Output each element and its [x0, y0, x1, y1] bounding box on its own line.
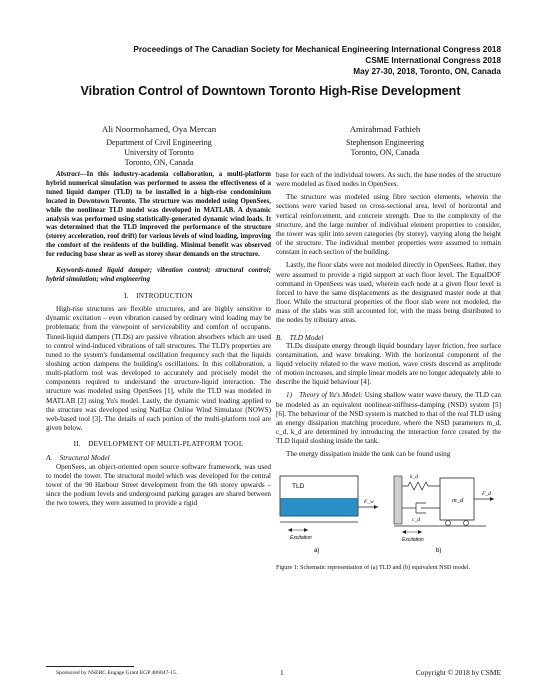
author-block-2	[300, 124, 470, 158]
energy-text: The energy dissipation inside the tank can be found using	[286, 450, 451, 459]
arrowhead-icon	[304, 528, 308, 532]
conference-header	[81, 44, 501, 77]
tld-label: TLD	[292, 482, 305, 490]
excitation-label: Excitation	[402, 536, 424, 543]
subsection-heading-structural: A. Structural Model	[46, 453, 110, 463]
tld-schematic	[276, 464, 501, 556]
subfigure-label: a)	[314, 547, 320, 554]
keywords: Keywords-tuned liquid damper; vibration control; structural control; hybrid simulation; wind engineering	[46, 267, 271, 283]
arrowhead-icon	[490, 497, 494, 501]
abstract-label: Abstract—	[56, 171, 87, 178]
figure-caption: Figure 1: Schematic representation of (a) TLD and (b) equivalent NSD model.	[276, 563, 471, 571]
arrowhead-icon	[288, 528, 292, 532]
tld-water	[281, 498, 358, 516]
conference-date: May 27-30, 2018, Toronto, ON, Canada	[353, 67, 501, 76]
mass-label: m_d	[452, 496, 464, 504]
copyright-notice: Copyright © 2018 by CSME	[415, 668, 501, 677]
spring-icon	[402, 482, 440, 490]
yu-theory-text: Using shallow water wave theory, the TLD can be modeled as an equivalent nonlinear-stiffness-damping (NSD) system [5][6]. The behaviour of the NSD system is matched to that of the real TLD using an energy dissipation matching procedure, where the NSD parameters m_d, c_d, k_d are determined by introducing the interaction force created by the TLD liquid sloshing inside the tank.	[276, 391, 502, 446]
congress-name: CSME International Congress 2018	[365, 56, 501, 65]
affiliation-line: Stephenson Engineering	[346, 138, 424, 147]
arrowhead-icon	[402, 530, 406, 534]
tld-model-text: TLDs dissipate energy through liquid boundary layer friction, free surface contamination, and wave breaking. With the horizontal component of the liquid velocity related to the wave motion, wave crests descend as amplitude of motion increases, and simple linear models are no longer adequately able to describe the liquid behaviour [4].	[276, 341, 501, 387]
abstract	[46, 171, 271, 260]
paragraph: base for each of the individual towers. As such, the base nodes of the structure were modeled as fixed nodes in OpenSees.	[276, 171, 501, 189]
figure-1	[276, 464, 501, 564]
wheel-icon	[446, 520, 451, 525]
arrowhead-icon	[418, 530, 422, 534]
wheel-icon	[464, 520, 469, 525]
stiffness-label: k_d	[410, 473, 418, 480]
damping-label: c_d	[412, 516, 420, 523]
footnote-rule	[46, 666, 134, 667]
excitation-label: Excitation	[290, 534, 312, 541]
paragraph: Lastly, the floor slabs were not modeled directly in OpenSees. Rather, they were assumed to provide a rigid support at each floor level. The EqualDOF command in OpenSees was used, wherein each node at a given floor level is forced to have the same displacements as the designated master node at that floor. While the structural properties of the floor slab were not modeled, the mass of the slabs was still accounted for, with the mass being distributed to the nodes by tributary areas.	[276, 261, 501, 325]
page-number: 1	[280, 668, 284, 677]
conference-name: Proceedings of The Canadian Society for Mechanical Engineering International Congress 2018	[133, 45, 501, 54]
force-label: F_d	[482, 490, 491, 497]
arrowhead-icon	[374, 505, 378, 509]
affiliation-line: University of Toronto	[124, 148, 194, 157]
section-heading-introduction: I. INTRODUCTION	[124, 291, 193, 300]
right-column	[276, 171, 501, 572]
sponsor-footnote: Sponsored by NSERC Engage Grant EGP 486047-15.	[56, 670, 178, 676]
wall-support	[394, 476, 402, 524]
author-names: Ali Noormohamed, Oya Mercan	[101, 124, 217, 134]
paragraph: The structure was modeled using fibre section elements, wherein the sections were varied based on cross-sectional area, level of horizontal and vertical reinforcement, and concrete strength. Due to the complexity of the structure, and the large number of individual element properties to consider, the tower was split into seven categories (by storey), varying along the height of the structure. The individual member properties were assumed to remain constant in each section of the building.	[276, 193, 501, 257]
abstract-text: In this industry-academia collaboration, a multi-platform hybrid numerical simulation was performed to assess the effectiveness of a tuned liquid damper (TLD) to be installed in a high-rise condominium located in Downtown Toronto. The structure was modeled using OpenSees, while the nonlinear TLD model was developed in MATLAB. A dynamic analysis was performed using statistically-generated dynamic wind loads. It was determined that the TLD improved the performance of the structure (storey acceleration, roof drift) for various levels of wind loading, improving the comfort of the residents of the building. Minimal benefit was observed for reducing base shear as well as storey shear demands on the structure.	[46, 171, 271, 259]
author-block-1	[74, 124, 244, 168]
subsection-heading-tld: B. TLD Model	[276, 332, 324, 342]
left-column	[46, 171, 271, 508]
affiliation-line: Department of Civil Engineering	[106, 138, 212, 147]
affiliation-line: Toronto, ON, Canada	[350, 148, 420, 157]
introduction-text: High-rise structures are flexible structures, and are highly sensitive to dynamic excitation – even vibration caused by ordinary wind loading may be problematic from the viewpoint of serviceability and comfort of occupants. Tuned-liquid dampers (TLDs) are passive vibration absorbers which are used to control wind-induced vibrations of tall structures. The TLD's properties are tuned to the system's fundamental oscillation frequency such that the liquids sloshing action dampens the building's oscillations. In this collaboration, a multi-platform tool was developed to accurately and precisely model the components required to understand the structure-liquid interaction. The structure was modeled using OpenSees [1], while the TLD was modeled in MATLAB [2] using Yu's model. Lastly, the dynamic wind loading applied to the structure was developed using NatHaz Online Wind Simulator (NOWS) web-based tool [3]. The details of each portion of the multi-platform tool are given below.	[46, 305, 271, 433]
paper-title: Vibration Control of Downtown Toronto High-Rise Development	[80, 84, 461, 98]
yu-theory-heading: 1) Theory of Yu's Model:	[286, 391, 363, 400]
author-names: Amirahmad Fathieh	[349, 124, 421, 134]
affiliation-line: Toronto, ON, Canada	[124, 158, 194, 167]
structural-model-text: OpenSees, an object-oriented open source software framework, was used to model the tower. The structural model which was developed for the central tower of the 90 Harbour Street development from the 6th storey upwards – since the podium levels and underground parking garages are shared between the two towers, they were assumed to provide a rigid	[46, 462, 271, 508]
force-label: F_w	[364, 498, 374, 505]
subfigure-label: b)	[436, 547, 442, 554]
yu-theory-paragraph	[276, 391, 501, 446]
section-heading-development: II. DEVELOPMENT OF MULTI-PLATFORM TOOL	[73, 440, 244, 449]
